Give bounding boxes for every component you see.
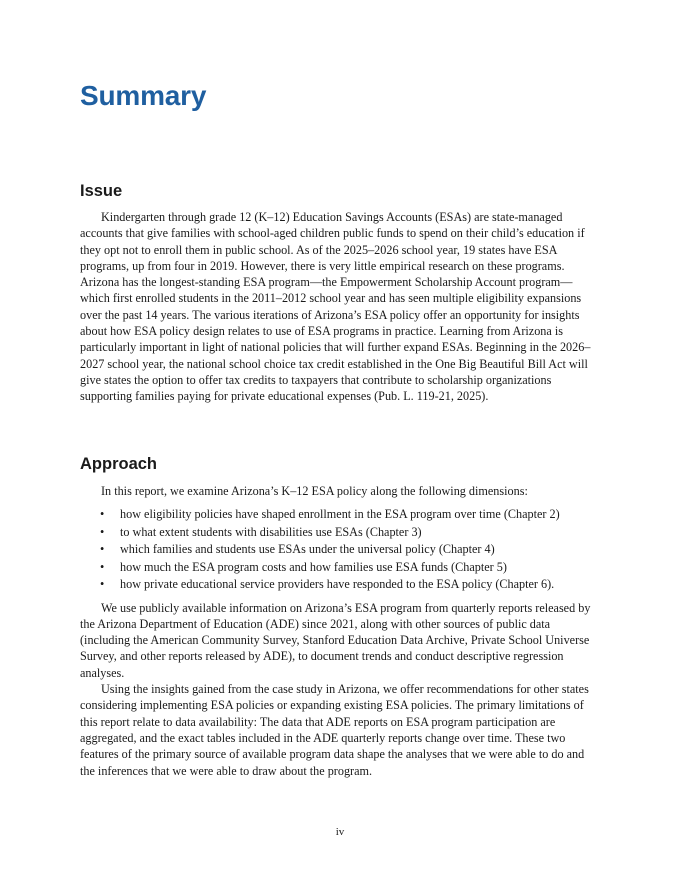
approach-heading: Approach	[80, 455, 158, 473]
approach-section	[80, 455, 600, 779]
issue-heading: Issue	[80, 182, 123, 200]
list-item-text: how eligibility policies have shaped enrollment in the ESA program over time (Chapter 2)	[120, 507, 560, 522]
list-item	[80, 524, 600, 540]
list-item-text: which families and students use ESAs under the universal policy (Chapter 4)	[120, 542, 495, 557]
issue-section	[80, 182, 600, 405]
page-number: iv	[335, 826, 345, 838]
page-title: Summary	[80, 80, 207, 111]
list-item-text: how private educational service providers have responded to the ESA policy (Chapter 6).	[120, 577, 555, 592]
list-item	[80, 541, 600, 557]
approach-data-paragraph: We use publicly available information on Arizona’s ESA program from quarterly reports released by the Arizona Department of Education (ADE) since 2021, along with other sources of public data (including the American Community Survey, Stanford Education Data Archive, Private School Universe Survey, and other reports released by ADE), to document trends and conduct descriptive regression analyses.	[80, 600, 591, 680]
list-item-text: to what extent students with disabilities use ESAs (Chapter 3)	[120, 524, 422, 539]
list-item	[80, 506, 600, 522]
list-item-text: how much the ESA program costs and how families use ESA funds (Chapter 5)	[120, 559, 507, 574]
bullet-icon: •	[100, 507, 105, 522]
list-item	[80, 559, 600, 575]
list-item	[80, 576, 600, 592]
approach-bullet-list	[80, 506, 600, 592]
bullet-icon: •	[100, 542, 105, 557]
approach-intro: In this report, we examine Arizona’s K–12 ESA policy along the following dimensions:	[101, 484, 528, 498]
approach-insights-paragraph: Using the insights gained from the case study in Arizona, we offer recommendations for other states considering implementing ESA policies or expanding existing ESA policies. The primary limitations of this report relate to data availability: The data that ADE reports on ESA program participation are aggregated, and the exact tables included in the ADE quarterly reports change over time. These two features of the primary source of available program data shape the analyses that we were able to do and the inferences that we were able to draw about the program.	[80, 682, 589, 778]
bullet-icon: •	[100, 577, 105, 592]
issue-paragraph: Kindergarten through grade 12 (K–12) Education Savings Accounts (ESAs) are state-managed accounts that give families with school-aged children public funds to spend on their child’s education if they opt not to enroll them in public school. As of the 2025–2026 school year, 19 states have ESA programs, up from four in 2019. However, there is very little empirical research on these programs. Arizona has the longest-standing ESA program—the Empowerment Scholarship Account program—which first enrolled students in the 2011–2012 school year and has seen multiple eligibility expansions over the past 14 years. The various iterations of Arizona’s ESA policy offer an opportunity for insights about how ESA policy design relates to use of ESA programs in practice. Learning from Arizona is particularly important in light of national policies that will further expand ESAs. Beginning in the 2026–2027 school year, the national school choice tax credit established in the One Big Beautiful Bill Act will give states the option to offer tax credits to taxpayers that contribute to scholarship organizations supporting families paying for private educational expenses (Pub. L. 119-21, 2025).	[80, 210, 591, 404]
bullet-icon: •	[100, 524, 105, 539]
bullet-icon: •	[100, 559, 105, 574]
